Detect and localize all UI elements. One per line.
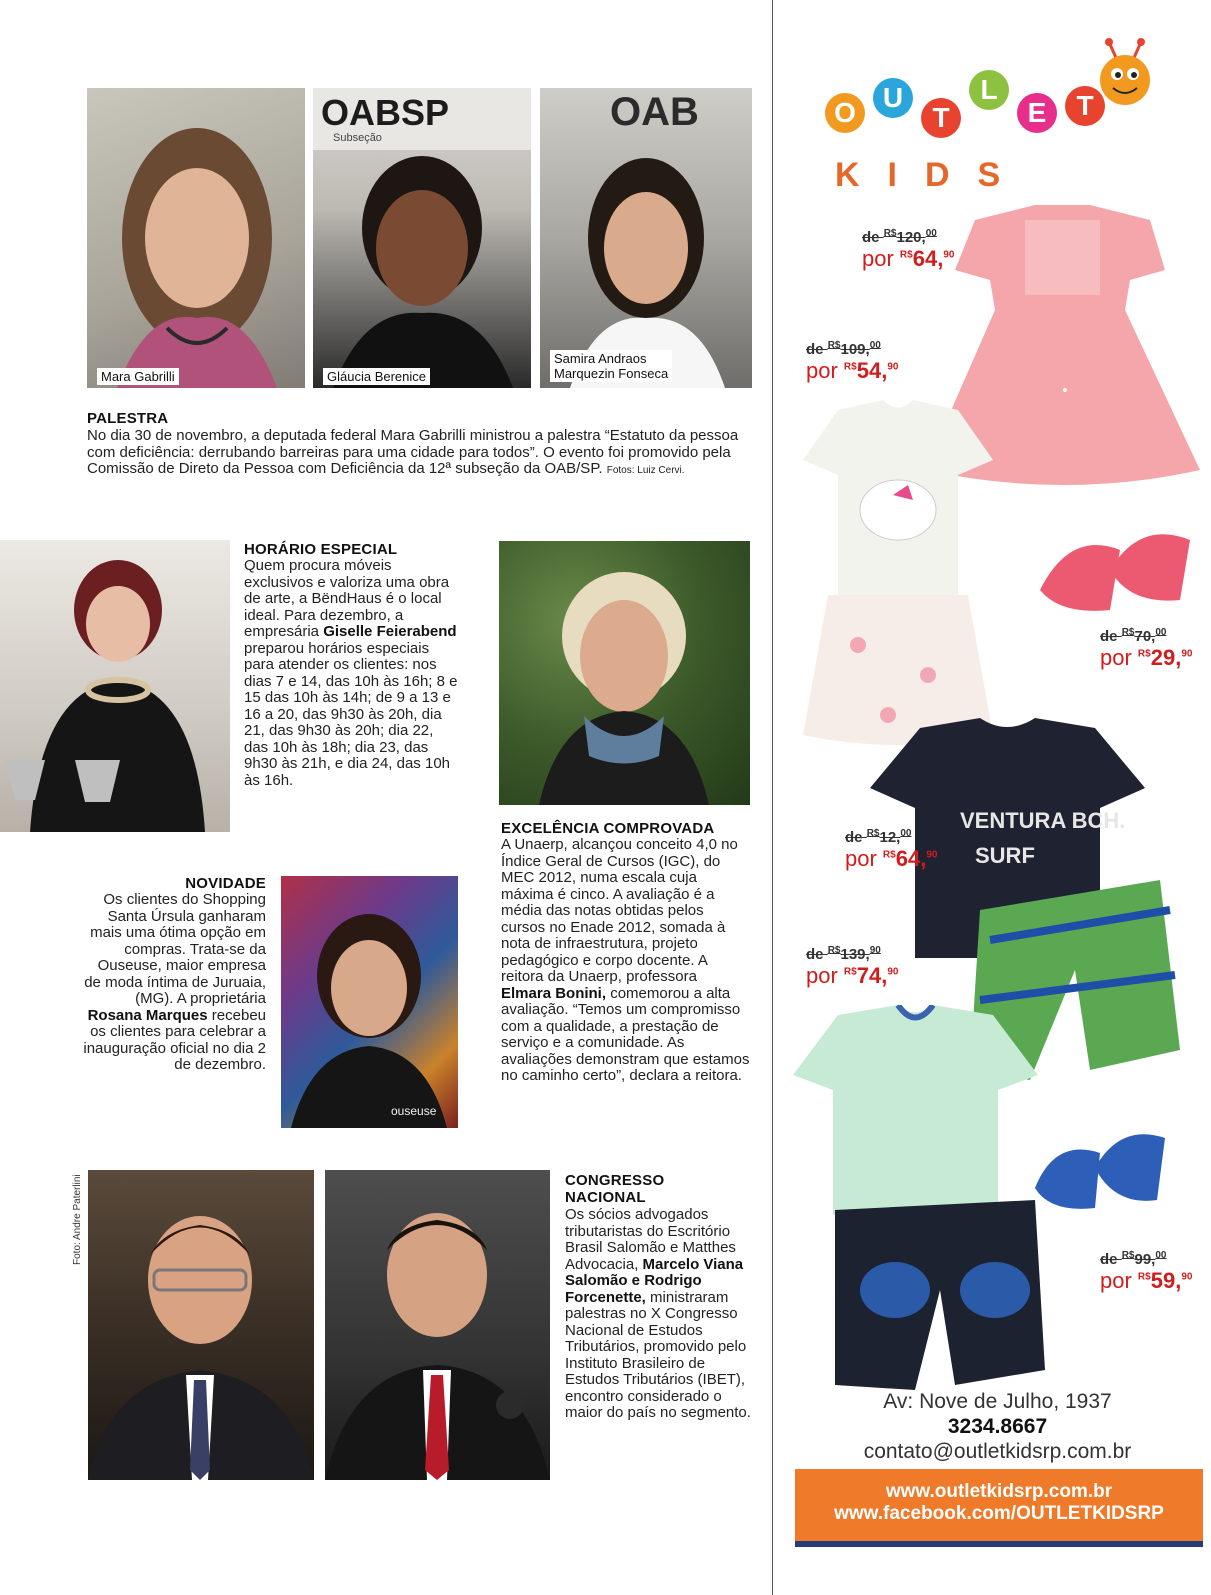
palestra-text: No dia 30 de novembro, a deputada federal Mara Gabrilli ministrou a palestra “Estatuto da pessoa com deficiência: derrubando barreiras para uma cidade para todos”. O evento foi promovido pela Comissão de Direto da Pessoa com Deficiência da 12ª subseção da OAB/SP. Fotos: Luiz Cervi. [87,427,739,477]
price-tag [1100,1250,1192,1294]
logo-letter: E [1017,93,1057,133]
portrait-illustration [0,540,230,832]
store-phone: 3234.8667 [947,1415,1048,1438]
store-email[interactable]: contato@outletkidsrp.com.br [863,1440,1132,1463]
green-shirt-product [793,1005,1038,1215]
column-divider [772,0,773,1595]
photo-elmara-bonini [499,541,750,805]
ladybug-mascot-icon [1095,38,1155,108]
portrait-illustration [325,1170,550,1480]
novidade-title: NOVIDADE [185,875,266,892]
store-address: Av: Nove de Julho, 1937 [883,1390,1112,1413]
oab-sign: OAB [610,90,699,134]
horario-text: Quem procura móveis exclusivos e valoriza uma obra de arte, a BëndHaus é o local ideal. Para dezembro, a empresária Giselle Feierabend preparou horários especiais para atender os clientes: nos dias 7 e 14, das 10h às 16h; 8 e 15 das 10h às 14h; de 9 a 13 e 16 a 20, das 9h30 às 20h, dia 21, das 9h30 às 20h; dia 22, das 10h às 18h; dia 23, das 9h30 às 21h, e dia 24, das 10h às 16h. [244,557,458,789]
old-price: de $^{R\$}$139,90 [806,945,881,963]
oab-sign: OABSP Subseção [313,88,531,150]
website-link[interactable]: www.outletkidsrp.com.br [885,1481,1113,1502]
old-price: de $^{R\$}$109,00 [806,340,881,358]
pink-sandals-product [1030,510,1200,620]
ouseuse-logo: ouseuse [391,1104,437,1118]
logo-letter: U [873,78,913,118]
photo-mara-gabrilli [87,88,305,388]
photo-giselle-feierabend [0,540,230,832]
photo-caption: Gláucia Berenice [323,368,430,385]
photo-marcelo-salomao [88,1170,314,1480]
new-price: por $^{R\$}$29,90 [1100,645,1193,670]
novidade-text: Os clientes do Shopping Santa Úrsula ganharam mais uma ótima opção em compras. Trata-se da Ouseuse, maior empresa de moda íntima de Juruaia, (MG). A proprietária Rosana Marques recebeu os clientes para celebrar a inauguração oficial no dia 2 de dezembro. [83,891,266,1073]
horario-title: HORÁRIO ESPECIAL [244,541,398,558]
excelencia-text: A Unaerp, alcançou conceito 4,0 no Índice Geral de Cursos (IGC), do MEC 2012, numa escala cuja máxima é cinco. A avaliação é a média das notas obtidas pelos cursos no Enade 2012, somada à nota de infraestrutura, projeto pedagógico e corpo docente. A reitora da Unaerp, professora Elmara Bonini, comemorou a alta avaliação. “Temos um compromisso com a qualidade, a prestação de serviço e a comunidade. As avaliações demonstram que estamos no caminho certo”, declara a reitora. [501,836,750,1084]
photo-credit: Fotos: Luiz Cervi. [606,465,685,476]
excelencia-title: EXCELÊNCIA COMPROVADA [501,820,715,837]
tshirt-print-2: SURF [975,843,1035,868]
logo-letter: L [969,70,1009,110]
portrait-illustration [87,88,305,388]
price-tag [806,340,898,384]
new-price: por $^{R\$}$64,90 [862,246,955,271]
congresso-text: Os sócios advogados tributaristas do Escritório Brasil Salomão e Matthes Advocacia, Marcelo Viana Salomão e Rodrigo Forcenette, ministraram palestras no X Congresso Nacional de Estudos Tributários, promovido pelo Instituto Brasileiro de Estudos Tributários (IBET), encontro considerado o maior do país no segmento. [565,1206,751,1421]
price-tag [845,828,937,872]
outlet-kids-logo [825,38,1155,198]
old-price: de $^{R\$}$70,00 [1100,627,1167,645]
new-price: por $^{R\$}$59,90 [1100,1268,1193,1293]
old-price: de $^{R\$}$99,00 [1100,1250,1167,1268]
tshirt-print: VENTURA BCH. [960,808,1126,833]
photo-glaucia-berenice [313,88,531,388]
facebook-link[interactable]: www.facebook.com/OUTLETKIDSRP [834,1503,1164,1524]
photo-caption: Mara Gabrilli [97,368,179,385]
price-tag [806,945,898,989]
web-links-bar [795,1469,1203,1547]
photo-caption: Samira Andraos Marquezin Fonseca [550,350,672,382]
price-tag [862,228,954,272]
photo-rodrigo-forcenette [325,1170,550,1480]
logo-letter: T [921,98,961,138]
portrait-illustration [499,541,750,805]
old-price: de $^{R\$}$12,00 [845,828,912,846]
congresso-title: CONGRESSO NACIONAL [565,1172,665,1206]
portrait-illustration [88,1170,314,1480]
logo-kids: KIDS [835,156,1029,194]
logo-letter: T [1065,86,1105,126]
photo-credit-vertical: Foto: Andre Paterlini [72,1174,83,1265]
price-tag [1100,627,1192,671]
new-price: por $^{R\$}$74,90 [806,963,899,988]
new-price: por $^{R\$}$54,90 [806,358,899,383]
photo-samira-andraos [540,88,752,388]
hello-kitty-tshirt-product [798,400,998,610]
denim-shorts-product [835,1200,1045,1390]
logo-letter: O [825,93,865,133]
portrait-illustration [281,876,458,1128]
old-price: de $^{R\$}$120,00 [862,228,937,246]
photo-rosana-marques [281,876,458,1128]
new-price: por $^{R\$}$64,90 [845,846,938,871]
palestra-title: PALESTRA [87,410,169,427]
blue-sandals-product [1025,1108,1175,1218]
